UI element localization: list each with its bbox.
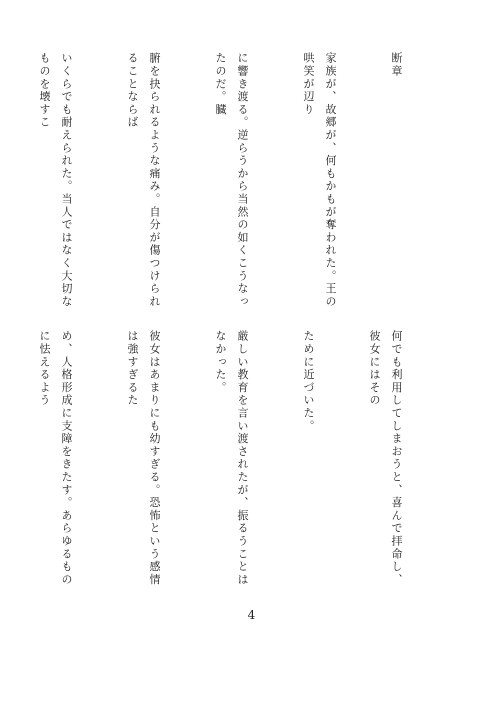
text-line: に響き渡る。逆らうから当然の如くこうなったのだ。臓 <box>214 52 249 308</box>
lower-text-block <box>0 330 451 592</box>
text-line: ために近づいた。 <box>302 330 315 433</box>
text-line: 腑を抉られるような痛み。自分が傷つけられることならば <box>126 52 161 308</box>
text-line: め、人格形成に支障をきたす。あらゆるものに怯えるよう <box>38 330 73 586</box>
text-line: 何でも利用してしまおうと、喜んで拝命し、彼女にはその <box>368 330 403 586</box>
chapter-heading: 断章 <box>390 52 403 78</box>
page-number: 4 <box>247 608 256 622</box>
text-line: いくらでも耐えられた。当人ではなく大切なものを壊すこ <box>38 52 73 308</box>
upper-text-block <box>0 52 451 314</box>
text-line: 家族が、故郷が、何もかもが奪われた。王の哄笑が辺り <box>302 52 337 308</box>
text-line: 厳しい教育を言い渡されたが、振るうことはなかった。 <box>214 330 249 586</box>
text-line: 彼女はあまりにも幼すぎる。恐怖という感情は強すぎるた <box>126 330 161 586</box>
